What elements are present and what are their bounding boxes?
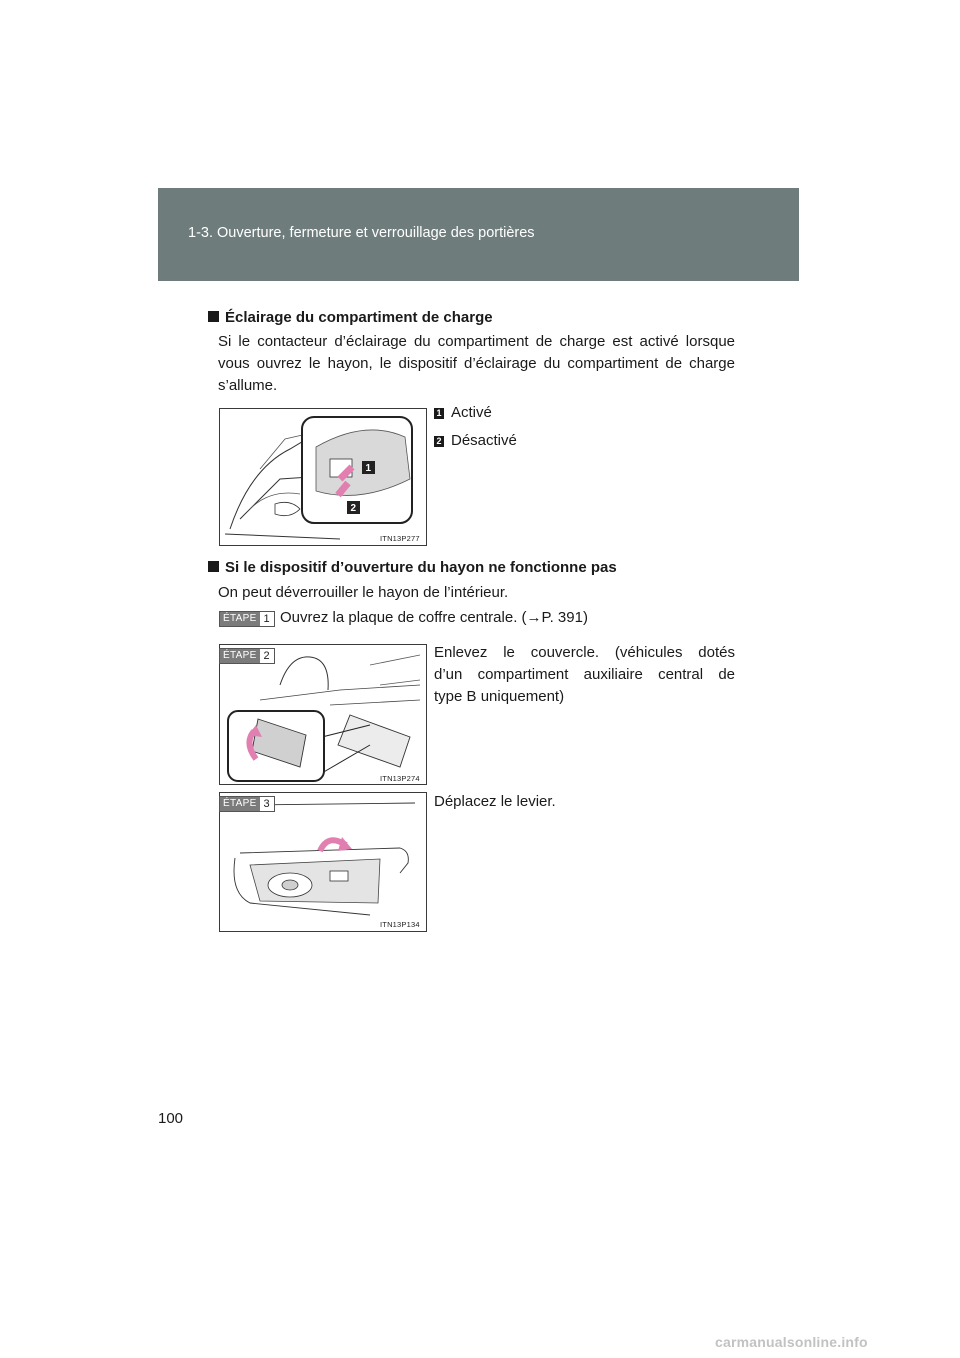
- step-badge-label: ÉTAPE: [220, 612, 260, 626]
- cargo-light-paragraph: [218, 331, 735, 397]
- step-badge-1: [219, 611, 275, 627]
- square-bullet-icon: [208, 561, 219, 572]
- step-badge-2: [219, 648, 275, 664]
- paragraph-line: Si le contacteur d’éclairage du compartiment de charge est activé lorsque: [218, 333, 735, 350]
- page-number: 100: [158, 1110, 184, 1127]
- legend-number-badge: 1: [434, 408, 444, 419]
- legend-item-2: [434, 432, 517, 449]
- legend-label: Activé: [451, 404, 492, 421]
- legend-item-1: [434, 404, 492, 421]
- step-text-line: d’un compartiment auxiliaire central de: [434, 666, 735, 683]
- step-badge-number: 2: [260, 649, 274, 663]
- watermark: carmanualsonline.info: [715, 1334, 868, 1350]
- legend-number-badge: 2: [434, 436, 444, 447]
- step-1-text: Ouvrez la plaque de coffre centrale. (→P. 391): [280, 609, 588, 626]
- paragraph-line: s’allume.: [218, 377, 278, 394]
- step-2-text: [434, 642, 735, 708]
- section-heading-text: Éclairage du compartiment de charge: [225, 309, 493, 326]
- svg-text:1: 1: [365, 463, 372, 474]
- paragraph-line: vous ouvrez le hayon, le dispositif d’éclairage du compartiment de charge: [218, 355, 735, 372]
- figure-code: ITN13P274: [380, 774, 420, 783]
- step-3-text: Déplacez le levier.: [434, 793, 556, 810]
- section-intro: On peut déverrouiller le hayon de l’intérieur.: [218, 584, 509, 601]
- cargo-light-illustration: [220, 409, 426, 545]
- remove-cover-illustration: [220, 645, 426, 784]
- section-heading-tailgate-manual: [208, 559, 617, 576]
- step-badge-number: 3: [260, 797, 274, 811]
- section-heading-text: Si le dispositif d’ouverture du hayon ne fonctionne pas: [225, 559, 617, 576]
- step-text-line: type B uniquement): [434, 688, 565, 705]
- step-badge-number: 1: [260, 612, 274, 626]
- square-bullet-icon: [208, 311, 219, 322]
- chapter-header: [158, 188, 799, 281]
- section-heading-cargo-light: [208, 309, 493, 326]
- step-badge-label: ÉTAPE: [220, 649, 260, 663]
- chapter-title: 1-3. Ouverture, fermeture et verrouillage des portières: [188, 225, 535, 241]
- legend-label: Désactivé: [451, 432, 517, 449]
- step-badge-label: ÉTAPE: [220, 797, 260, 811]
- svg-text:2: 2: [350, 503, 357, 514]
- figure-move-lever: [219, 792, 427, 932]
- move-lever-illustration: [220, 793, 426, 931]
- step-text-line: Enlevez le couvercle. (véhicules dotés: [434, 644, 735, 661]
- figure-cargo-light: [219, 408, 427, 546]
- figure-remove-cover: [219, 644, 427, 785]
- step-badge-3: [219, 796, 275, 812]
- figure-code: ITN13P134: [380, 920, 420, 929]
- figure-code: ITN13P277: [380, 534, 420, 543]
